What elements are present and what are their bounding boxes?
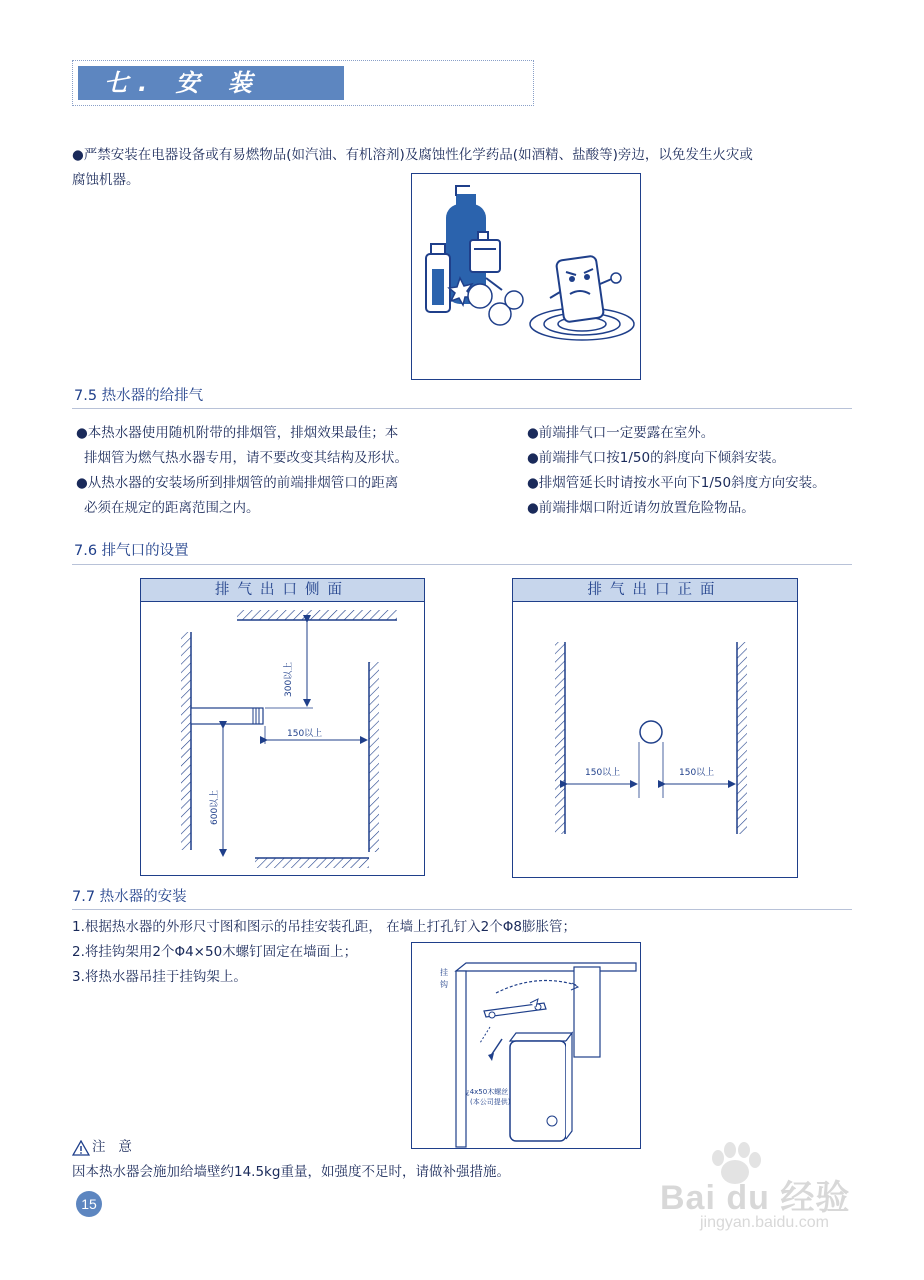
hook-label-1: 挂 (440, 968, 448, 977)
screw-note: (本公司提供) (470, 1098, 511, 1106)
s75-right-line-2: ●前端排气口按1/50的斜度向下倾斜安装。 (527, 450, 786, 466)
s77-step-2: 2.将挂钩架用2个Φ4×50木螺钉固定在墙面上； (72, 944, 358, 960)
warning-triangle-icon (72, 1140, 90, 1160)
s75-right-line-1: ●前端排气口一定要露在室外。 (527, 425, 715, 441)
warning-line-1: ●严禁安装在电器设备或有易燃物品(如汽油、有机溶剂)及腐蚀性化学药品(如酒精、盐酸等)旁边，以免发生火灾或 (72, 147, 753, 163)
note-text: 因本热水器会施加给墙壁约14.5kg重量，如强度不足时，请做补强措施。 (72, 1164, 510, 1180)
page-number: 15 (76, 1191, 102, 1217)
s75-right-line-4: ●前端排烟口附近请勿放置危险物品。 (527, 500, 755, 516)
section-header-title: 七. 安 装 (78, 66, 344, 100)
s75-left-line-2: 排烟管为燃气热水器专用，请不要改变其结构及形状。 (84, 450, 408, 466)
diagram-title: 排气出口侧面 (141, 579, 424, 602)
hazard-illustration (411, 173, 641, 380)
dim-right-label: 150以上 (679, 768, 715, 778)
installation-illustration (411, 942, 641, 1149)
section-7-5-title: 7.5 热水器的给排气 (74, 388, 204, 404)
dim-left-label: 150以上 (585, 768, 621, 778)
exhaust-side-diagram (140, 578, 425, 876)
section-divider (72, 564, 852, 565)
exhaust-front-diagram (512, 578, 798, 878)
screw-label: ¿4x50木螺丝 (466, 1088, 509, 1096)
hook-label-2: 钩 (440, 980, 448, 989)
s77-step-1: 1.根据热水器的外形尺寸图和图示的吊挂安装孔距， 在墙上打孔钉入2个Φ8膨胀管； (72, 919, 576, 935)
dim-600-label: 600以上 (210, 789, 220, 825)
watermark-url: jingyan.baidu.com (700, 1214, 829, 1231)
s75-left-line-4: 必须在规定的距离范围之内。 (84, 500, 260, 516)
note-title: 注 意 (92, 1139, 132, 1155)
watermark-brand: Bai du 经验 (660, 1179, 851, 1217)
s75-left-line-1: ●本热水器使用随机附带的排烟管，排烟效果最佳；本 (76, 425, 399, 441)
s75-left-line-3: ●从热水器的安装场所到排烟管的前端排烟管口的距离 (76, 475, 399, 491)
section-7-7-title: 7.7 热水器的安装 (72, 889, 187, 905)
diagram-title: 排气出口正面 (513, 579, 797, 602)
warning-line-2: 腐蚀机器。 (72, 172, 140, 188)
dim-150-label: 150以上 (287, 729, 323, 739)
section-7-6-title: 7.6 排气口的设置 (74, 543, 189, 559)
s75-right-line-3: ●排烟管延长时请按水平向下1/50斜度方向安装。 (527, 475, 826, 491)
s77-step-3: 3.将热水器吊挂于挂钩架上。 (72, 969, 247, 985)
section-divider (72, 909, 852, 910)
dim-300-label: 300以上 (284, 661, 294, 697)
section-divider (72, 408, 852, 409)
